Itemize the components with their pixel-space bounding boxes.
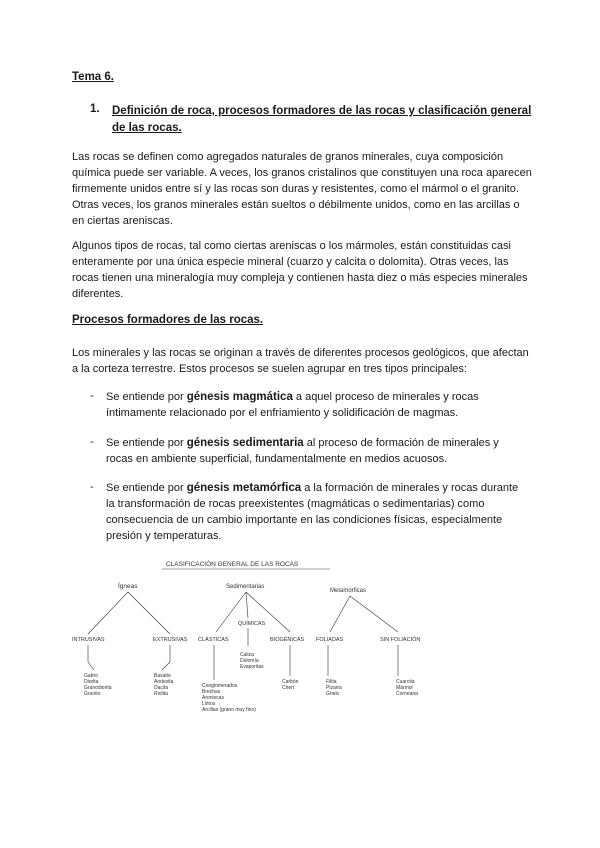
rock-item: Corneana — [396, 691, 418, 697]
bullet-text: a aquel proceso de minerales y rocas íntimamente relacionado por el enfriamiento y solidificación de magmas. — [106, 391, 479, 419]
rock-item: Basalto — [154, 673, 171, 679]
rock-item: Areniscas — [202, 695, 224, 701]
branch-line — [246, 592, 248, 618]
bullet-text: a la formación de minerales y rocas durante la transformación de rocas preexistentes (magmáticas o sedimentarias) como consecuencia de un cambio importante en las condiciones físicas, especialmente presión y temperaturas. — [106, 482, 519, 542]
bullet-dash: - — [90, 390, 94, 402]
quimicas-label: QUÍMICAS — [238, 621, 266, 627]
bullet-dash: - — [90, 436, 94, 448]
rock-item: Dacita — [154, 685, 169, 691]
bullet-text: al proceso de formación de minerales y rocas en ambiente superficial, fundamentalmente en medios acuosos. — [106, 437, 499, 465]
branch-line — [350, 596, 398, 632]
section-title: Definición de roca, procesos formadores de las rocas y clasificación general de las rocas. — [112, 105, 532, 134]
rock-item: Pizarra — [326, 685, 342, 691]
rock-item: Cuarcita — [396, 679, 415, 685]
rock-item: Chert — [282, 685, 295, 691]
branch-line — [162, 662, 170, 670]
bullet-text: Se entiende por — [106, 391, 187, 403]
branch-line — [88, 592, 128, 634]
extrusivas-label: EXTRUSIVAS — [153, 637, 188, 643]
branch-line — [88, 662, 94, 670]
paragraph-mineralogy: Algunos tipos de rocas, tal como ciertas areniscas o los mármoles, están constituidas casi enteramente por una única especie mineral (cuarzo y calcita o dolomita). Otras veces, las rocas tienen una mineralogía muy compleja y contienen hasta diez o más especies minerales diferentes. — [72, 240, 528, 300]
section-number: 1. — [90, 103, 100, 115]
rock-item: Filita — [326, 679, 337, 685]
bullet-sedimentaria — [106, 435, 526, 467]
subheading-procesos: Procesos formadores de las rocas. — [72, 314, 264, 326]
rock-item: Dolomía — [240, 658, 259, 664]
rock-item: Brechas — [202, 689, 221, 695]
rock-item: Limos — [202, 701, 216, 707]
metamorficas-label: Metamórficas — [330, 588, 367, 594]
rock-item: Carbón — [282, 679, 299, 685]
igneas-label: Ígneas — [118, 583, 138, 590]
rock-item: Riolita — [154, 691, 168, 697]
bullet-magmatica — [106, 389, 526, 421]
bullet-metamorfica — [106, 480, 526, 544]
rock-classification-diagram — [58, 552, 448, 722]
biogenicas-label: BIOGÉNICAS — [270, 637, 305, 643]
rock-item: Arcillas (grano muy fino) — [202, 707, 256, 713]
bullet-term: génesis metamórfica — [186, 482, 302, 494]
sedimentarias-label: Sedimentarias — [226, 584, 265, 590]
rock-item: Conglomerados — [202, 683, 238, 689]
bullet-text: Se entiende por — [106, 437, 187, 449]
diagram-title: CLASIFICACIÓN GENERAL DE LAS ROCAS — [166, 561, 299, 568]
intrusivas-label: INTRUSIVAS — [72, 637, 105, 643]
branch-line — [330, 596, 350, 632]
bullet-dash: - — [90, 481, 94, 493]
bullet-text: Se entiende por — [106, 482, 187, 494]
rock-item: Diorita — [84, 679, 99, 685]
branch-line — [128, 592, 170, 634]
rock-item: Gabro — [84, 673, 98, 679]
topic-heading: Tema 6. — [72, 71, 114, 83]
sin-foliacion-label: SIN FOLIACIÓN — [380, 637, 421, 643]
clasticas-label: CLÁSTICAS — [198, 637, 229, 643]
paragraph-intro: Los minerales y las rocas se originan a través de diferentes procesos geológicos, que afectan a la corteza terrestre. Estos procesos se suelen agrupar en tres tipos principales: — [72, 347, 529, 375]
bullet-term: génesis magmática — [186, 391, 293, 403]
bullet-term: génesis sedimentaria — [186, 437, 304, 449]
rock-item: Evaporitas — [240, 664, 264, 670]
rock-item: Andesita — [154, 679, 174, 685]
rock-item: Mármol — [396, 685, 413, 691]
rock-item: Gneis — [326, 691, 340, 697]
rock-item: Caliza — [240, 652, 254, 658]
foliadas-label: FOLIADAS — [316, 637, 344, 643]
rock-item: Granodiorita — [84, 685, 112, 691]
rock-item: Granito — [84, 691, 101, 697]
paragraph-definition: Las rocas se definen como agregados naturales de granos minerales, cuya composición química puede ser variable. A veces, los granos cristalinos que constituyen una roca aparecen firmemente unidos entre sí y las rocas son duras y resistentes, como el mármol o el granito. Otras veces, los granos minerales están sueltos o débilmente unidos, como en las arcillas o en ciertas areniscas. — [72, 151, 532, 227]
